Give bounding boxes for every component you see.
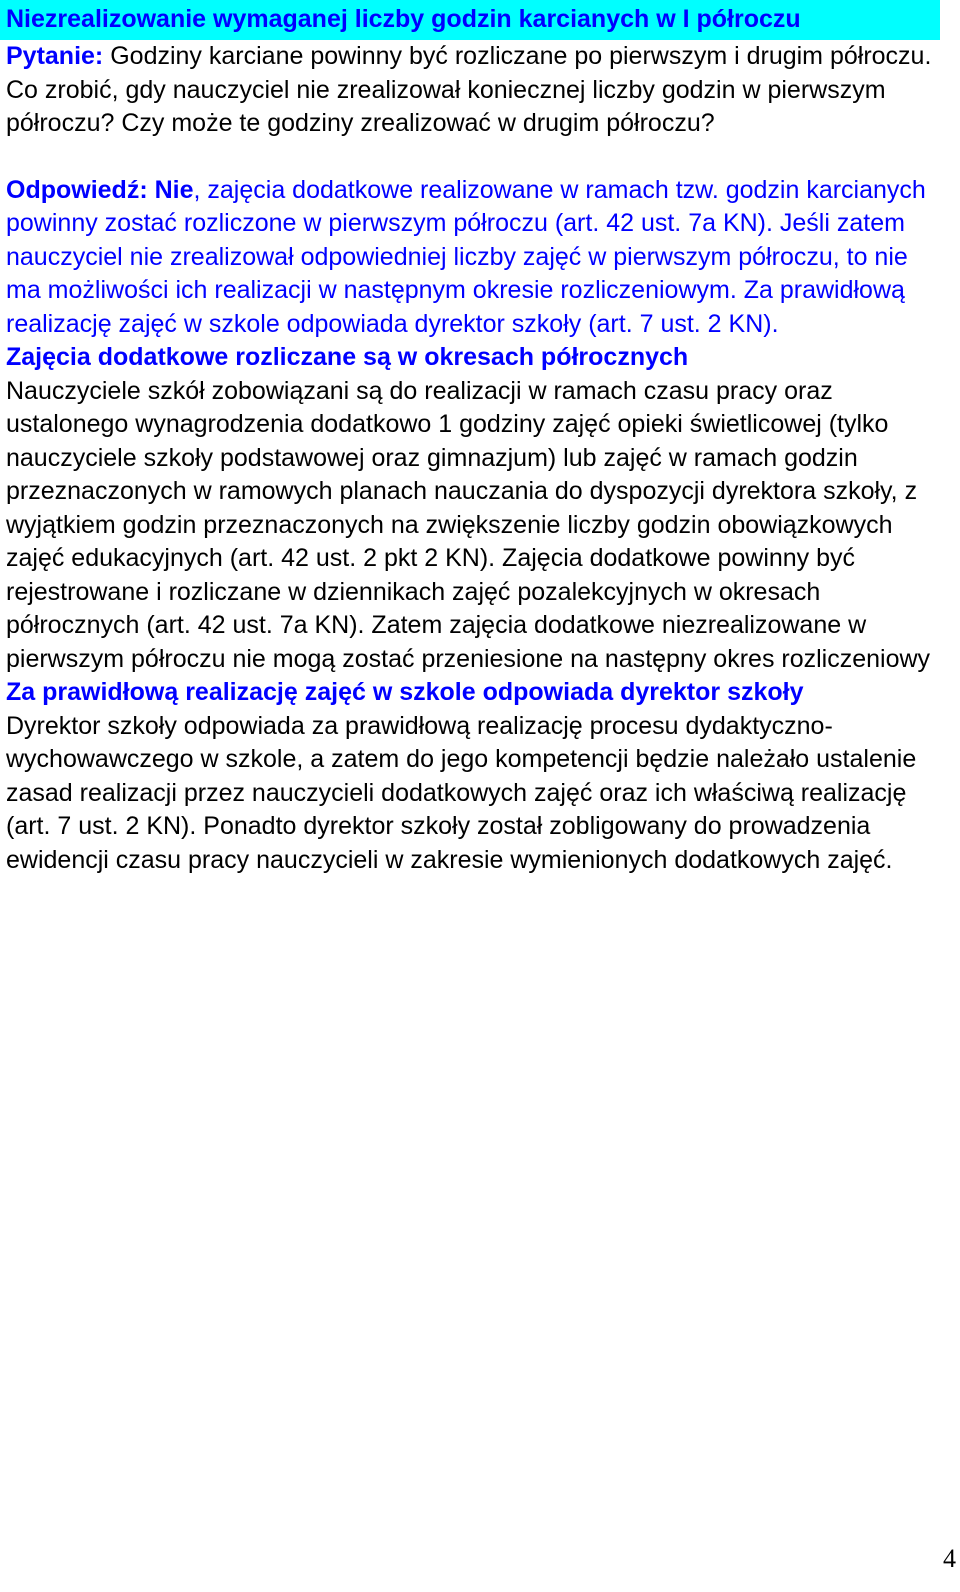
section-text-director: Dyrektor szkoły odpowiada za prawidłową realizację procesu dydaktyczno-wychowawczego w szkole, a zatem do jego kompetencji będzie należało ustalenie zasad realizacji przez nauczycieli dodatkowych zajęć oraz ich właściwą realizację (art. 7 ust. 2 KN). Ponadto dyrektor szkoły został zobligowany do prowadzenia ewidencji czasu pracy nauczycieli w zakresie wymienionych dodatkowych zajęć. xyxy=(6,711,917,874)
answer-label: Odpowiedź: xyxy=(6,175,148,204)
title-highlight xyxy=(0,0,940,40)
section-heading-director: Za prawidłową realizację zajęć w szkole odpowiada dyrektor szkoły xyxy=(6,678,804,706)
section-heading-semester: Zajęcia dodatkowe rozliczane są w okresach półrocznych xyxy=(6,343,689,371)
question-label: Pytanie: xyxy=(6,42,104,70)
answer-paragraph xyxy=(6,174,940,342)
document-body xyxy=(6,40,940,877)
answer-verdict: Nie xyxy=(154,175,194,204)
question-text: Godziny karciane powinny być rozliczane po pierwszym i drugim półroczu. Co zrobić, gdy nauczyciel nie zrealizował koniecznej liczby godzin w pierwszym półroczu? Czy może te godziny zrealizować w drugim półroczu? xyxy=(6,42,932,137)
section-text-semester: Nauczyciele szkół zobowiązani są do realizacji w ramach czasu pracy oraz ustalonego wynagrodzenia dodatkowo 1 godziny zajęć opieki świetlicowej (tylko nauczyciele szkoły podstawowej oraz gimnazjum) lub zajęć w ramach godzin przeznaczonych w ramowych planach nauczania do dyspozycji dyrektora szkoły, z wyjątkiem godzin przeznaczonych na zwiększenie liczby godzin obowiązkowych zajęć edukacyjnych (art. 42 ust. 2 pkt 2 KN). Zajęcia dodatkowe powinny być rejestrowane i rozliczane w dziennikach zajęć pozalekcyjnych w okresach półrocznych (art. 42 ust. 7a KN). Zatem zajęcia dodatkowe niezrealizowane w pierwszym półroczu nie mogą zostać przeniesione na następny okres rozliczeniowy xyxy=(6,376,931,673)
paragraph-gap xyxy=(6,141,940,174)
page-number: 4 xyxy=(943,1544,956,1573)
document-title: Niezrealizowanie wymaganej liczby godzin karcianych w I półroczu xyxy=(6,5,801,33)
question-paragraph xyxy=(6,40,940,141)
answer-text: , zajęcia dodatkowe realizowane w ramach tzw. godzin karcianych powinny zostać rozliczone w pierwszym półroczu (art. 42 ust. 7a KN). Jeśli zatem nauczyciel nie zrealizował odpowiedniej liczby zajęć w pierwszym półroczu, to nie ma możliwości ich realizacji w następnym okresie rozliczeniowym. Za prawidłową realizację zajęć w szkole odpowiada dyrektor szkoły (art. 7 ust. 2 KN). xyxy=(6,175,926,338)
